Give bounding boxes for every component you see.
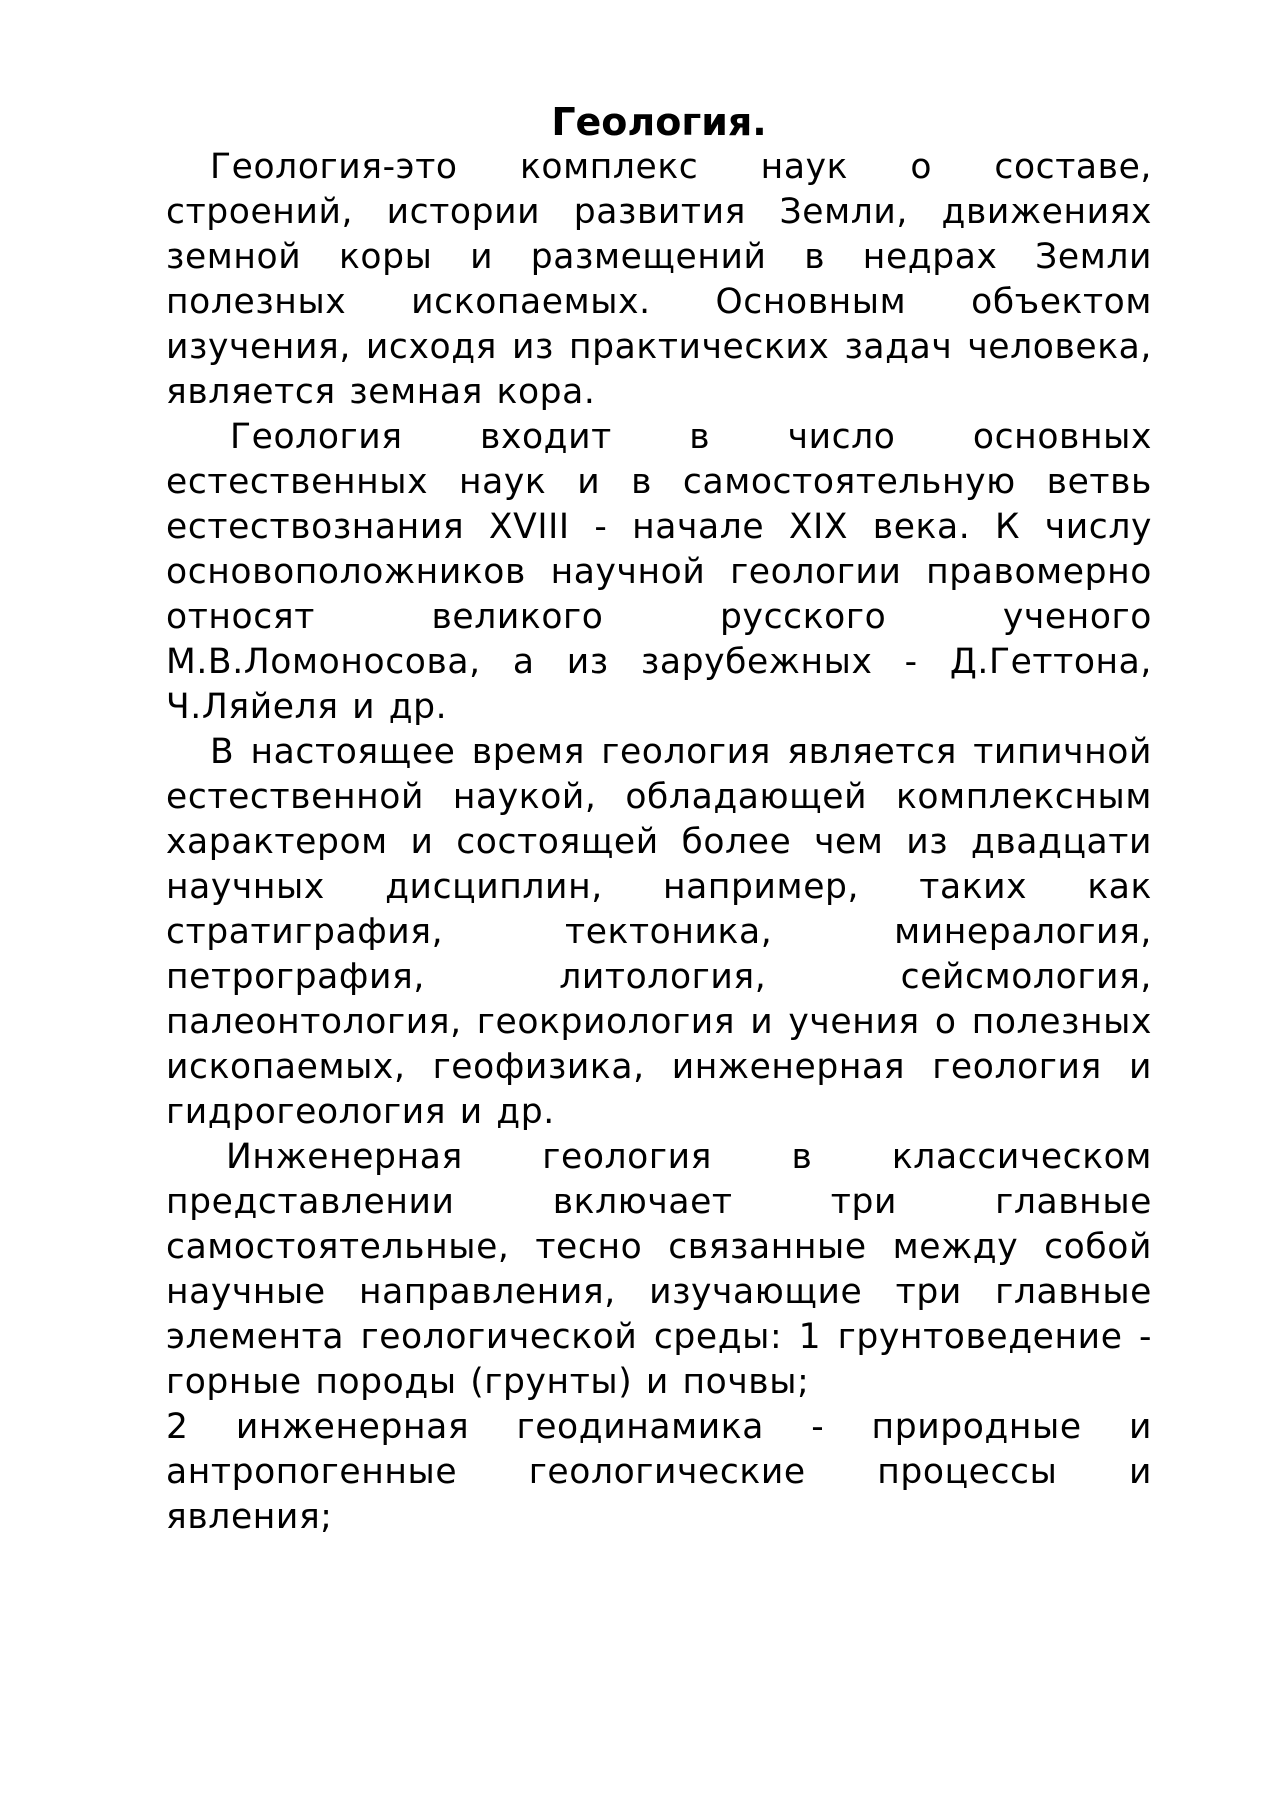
document-title: Геология. [551, 100, 767, 144]
paragraph-history: Геология входит в число основных естественных наук и в самостоятельную ветвь естествознания XVIII - начале XIX века. К числу основоположников научной геологии правомерно относят великого русского ученого М.В.Ломоносова, а из зарубежных - Д.Геттона, Ч.Ляйеля и др. [166, 417, 1152, 727]
paragraph-definition: Геология-это комплекс наук о составе, строений, истории развития Земли, движениях земной коры и размещений в недрах Земли полезных ископаемых. Основным объектом изучения, исходя из практических задач человека, является земная кора. [166, 147, 1152, 412]
document-page [166, 100, 1152, 1540]
paragraph-engineering-geology: Инженерная геология в классическом представлении включает три главные самостоятельные, тесно связанные между собой научные направления, изучающие три главные элемента геологической среды: 1 грунтоведение - горные породы (грунты) и почвы; [166, 1137, 1152, 1402]
paragraph-geodynamics: 2 инженерная геодинамика - природные и антропогенные геологические процессы и явления; [166, 1407, 1152, 1537]
paragraph-disciplines: В настоящее время геология является типичной естественной наукой, обладающей комплексным характером и состоящей более чем из двадцати научных дисциплин, например, таких как стратиграфия, тектоника, минералогия, петрография, литология, сейсмология, палеонтология, геокриология и учения о полезных ископаемых, геофизика, инженерная геология и гидрогеология и др. [166, 732, 1152, 1132]
